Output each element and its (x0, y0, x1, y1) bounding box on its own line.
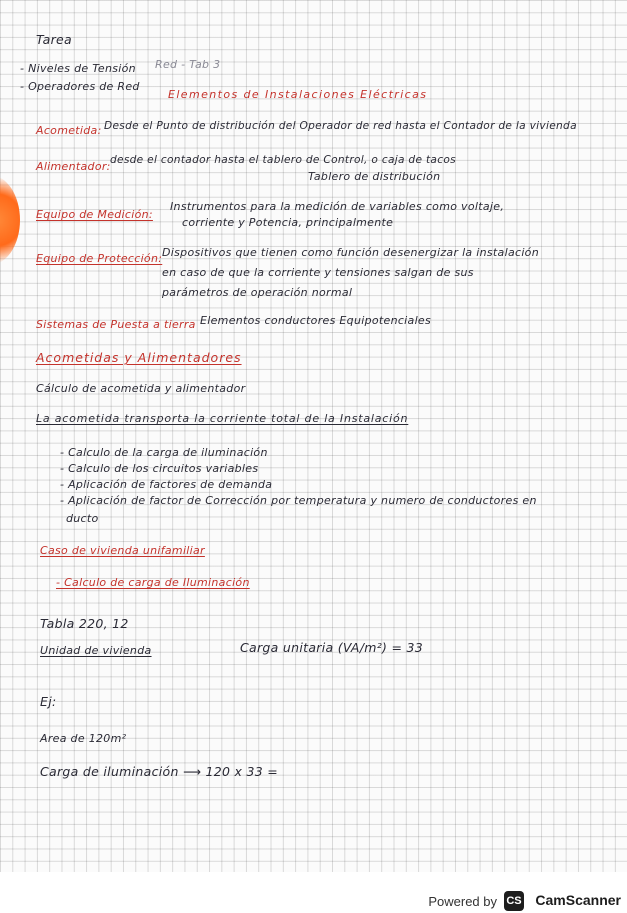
definition-medicion-line2: corriente y Potencia, principalmente (182, 216, 394, 229)
bullet-factor-correccion-cont: ducto (66, 512, 99, 525)
definition-puesta-tierra: Elementos conductores Equipotenciales (200, 314, 432, 327)
bullet-calculo-iluminacion: - Calculo de la carga de iluminación (60, 446, 268, 459)
term-puesta-tierra: Sistemas de Puesta a tierra (36, 318, 196, 331)
heading-acometidas-alimentadores: Acometidas y Alimentadores (36, 350, 242, 365)
heading-calculo-acometida: Cálculo de acometida y alimentador (36, 382, 246, 395)
list-item-niveles-tension: - Niveles de Tensión (20, 62, 136, 75)
notes-title: Tarea (36, 32, 72, 47)
carga-unitaria-value: Carga unitaria (VA/m²) = 33 (240, 640, 424, 655)
camscanner-logo-icon: CS (504, 891, 524, 911)
definition-alimentador-line1: desde el contador hasta el tablero de Control, o caja de tacos (110, 154, 456, 166)
definition-medicion-line1: Instrumentos para la medición de variables como voltaje, (170, 200, 505, 213)
term-equipo-medicion: Equipo de Medición: (36, 208, 153, 221)
bullet-factor-correccion: - Aplicación de factor de Corrección por temperatura y numero de conductores en (60, 494, 537, 507)
definition-alimentador-line2: Tablero de distribución (308, 170, 441, 183)
definition-proteccion-line3: parámetros de operación normal (162, 286, 353, 299)
acometida-transporta-text: La acometida transporta la corriente total de la Instalación (36, 412, 409, 425)
camscanner-brand: CamScanner (535, 892, 621, 908)
tabla-reference: Tabla 220, 12 (40, 616, 129, 631)
scan-edge-artifact (0, 175, 20, 265)
list-item-operadores-red: - Operadores de Red (20, 80, 140, 93)
definition-proteccion-line1: Dispositivos que tienen como función desenergizar la instalación (162, 246, 539, 259)
bullet-factores-demanda: - Aplicación de factores de demanda (60, 478, 273, 491)
heading-caso-vivienda: Caso de vivienda unifamiliar (40, 544, 205, 557)
heading-calculo-carga-iluminacion: - Calculo de carga de Iluminación (56, 576, 250, 589)
label-unidad-vivienda: Unidad de vivienda (40, 644, 152, 657)
term-acometida: Acometida: (36, 124, 102, 137)
powered-by-text: Powered by (428, 894, 497, 909)
list-item-faint-annotation: Red - Tab 3 (155, 58, 221, 71)
definition-acometida: Desde el Punto de distribución del Operador de red hasta el Contador de la vivienda (104, 120, 577, 132)
definition-proteccion-line2: en caso de que la corriente y tensiones salgan de sus (162, 266, 474, 279)
carga-iluminacion-formula: Carga de iluminación ⟶ 120 x 33 = (40, 764, 279, 779)
term-alimentador: Alimentador: (36, 160, 111, 173)
scanner-footer (0, 872, 627, 913)
term-equipo-proteccion: Equipo de Protección: (36, 252, 163, 265)
area-value: Area de 120m² (40, 732, 127, 745)
section-subtitle: Elementos de Instalaciones Eléctricas (168, 88, 428, 101)
bullet-calculo-circuitos: - Calculo de los circuitos variables (60, 462, 259, 475)
ejemplo-label: Ej: (40, 694, 57, 709)
